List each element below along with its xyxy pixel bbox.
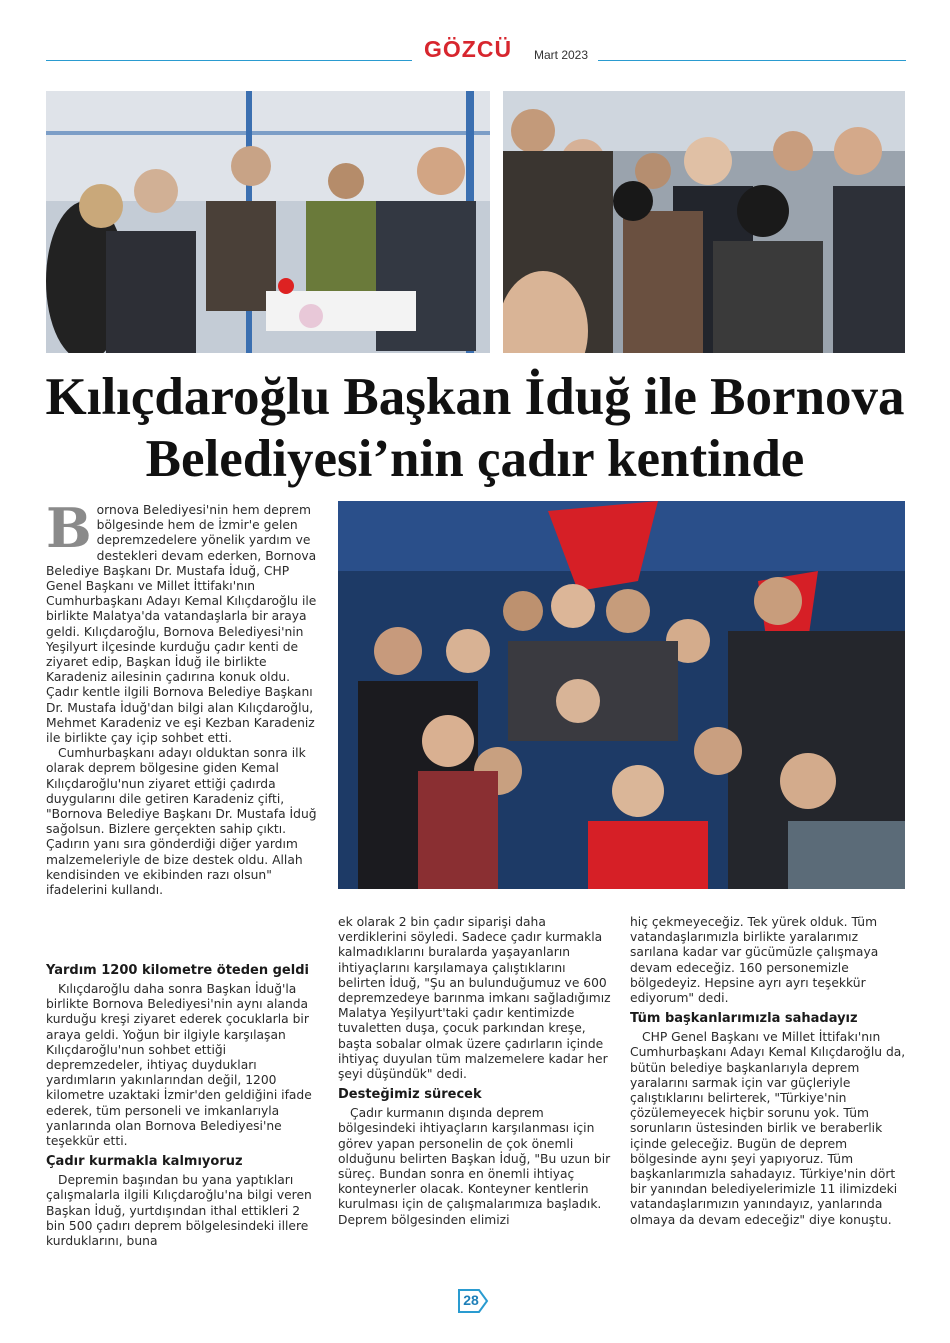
photo-children-flags: [338, 501, 905, 889]
article-column-1: [46, 496, 322, 898]
article-column-2: [338, 915, 614, 1228]
article-column-1-lower: [46, 958, 322, 1249]
paragraph: CHP Genel Başkanı ve Millet İttifakı'nın Cumhurbaşkanı Adayı Kemal Kılıçdaroğlu da, bütün belediye başkanlarıyla deprem yaralarını sarmak için var güçleriyle çalıştıklarını belirterek, "Türkiye'nin çözülemeyecek hiçbir sorunu yok. Tüm sorunların üstesinden birlik ve beraberlik içinde geleceğiz. Bugün de deprem bölgesinde aynı şeyi yapıyoruz. Tüm başkanlarımızla sahadayız. Türkiye'nin dört bir yanından belediyelerimizle 11 ilimizdeki vatandaşlarımızın yanındayız, yanlarında olmaya da devam edeceğiz" diye konuştu.: [630, 1030, 906, 1227]
headline-line-1: Kılıçdaroğlu Başkan İduğ ile Bornova: [45, 368, 905, 426]
paragraph: Kılıçdaroğlu daha sonra Başkan İduğ'la birlikte Bornova Belediyesi'nin aynı alanda kurduğu kreşi ziyaret ederek çocuklarla bir araya geldi. Yoğun bir ilgiyle karşılaşan Kılıçdaroğlu'nun sohbet ettiği depremzedeler, ihtiyaç duydukları yardımların yakınlarından değil, 1200 kilometre uzaktaki İzmir'den geldiğini ifade ederek, tüm personeli ve imkanlarıyla yanlarında olan Bornova Belediyesi'ne teşekkür etti.: [46, 982, 312, 1149]
header-rule-left: [46, 60, 412, 61]
subheading: Yardım 1200 kilometre öteden geldi: [46, 963, 309, 978]
subheading: Çadır kurmakla kalmıyoruz: [46, 1154, 243, 1170]
paragraph: Cumhurbaşkanı adayı olduktan sonra ilk olarak deprem bölgesine giden Kemal Kılıçdaroğlu'nun ziyaret ettiği çadırda duygularını dile getiren Karadeniz çifti, "Bornova Belediye Başkanı Dr. Mustafa İduğ sağolsun. Bizlere gerçekten sahip çıktı. Çadırın yanı sıra gönderdiği diğer yardım malzemeleriyle de bize destek oldu. Allah kendisinden ve ekibinden razı olsun" ifadelerini kullandı.: [46, 746, 317, 898]
subheading: Desteğimiz sürecek: [338, 1087, 482, 1103]
magazine-logo: GÖZCÜ: [424, 36, 513, 62]
drop-cap: B: [46, 496, 92, 560]
photo-crowd-embrace: [503, 91, 905, 353]
intro-paragraph: ornova Belediyesi'nin hem deprem bölgesinde hem de İzmir'e gelen depremzedelere yönelik yardım ve destekleri devam ederken, Bornova Belediye Başkanı Dr. Mustafa İduğ, CHP Genel Başkanı ve Millet İttifakı'nın Cumhurbaşkanı Adayı Kemal Kılıçdaroğlu ile birlikte Malatya'da vatandaşlarla bir araya geldi. Kılıçdaroğlu, Bornova Belediyesi'nin Yeşilyurt ilçesinde kurduğu çadır kenti de ziyaret edip, Başkan İduğ ile birlikte Karadeniz ailesinin çadırına konuk oldu. Çadır kentle ilgili Bornova Belediye Başkanı Dr. Mustafa İduğ'dan bilgi alan Kılıçdaroğlu, Mehmet Karadeniz ve eşi Kezban Karadeniz ile birlikte çay içip sohbet etti.: [46, 503, 317, 746]
paragraph: ek olarak 2 bin çadır siparişi daha verdiklerini söyledi. Sadece çadır kurmakla kalmadıklarını buralarda yaşayanların ihtiyaçlarını karşılamaya çalıştıklarını belirten İduğ, "Şu an bulunduğumuz ve 600 depremzedeye barınma imkanı sağladığımız Malatya Yeşilyurt'taki çadır kentimizde tuvaletten duşa, çocuk parkından kreşe, başta sobalar olmak üzere çadırların içinde ihtiyaç duyulan tüm malzemelere kadar her şeyi düşündük" dedi.: [338, 915, 611, 1082]
paragraph: Depremin başından bu yana yaptıkları çalışmalarla ilgili Kılıçdaroğlu'na bilgi veren Başkan İduğ, yurtdışından ithal ettikleri 2 bin 500 çadırı deprem bölgelesindeki illere kurduklarını, buna: [46, 1173, 312, 1249]
paragraph: Çadır kurmanın dışında deprem bölgesindeki ihtiyaçların karşılanması için görev yapan personelin de çok önemli olduğunu belirten Başkan İduğ, "Bu uzun bir süreç. Bundan sonra en önemli ihtiyaç konteynerler olacak. Konteyner kentlerin kurulması için de çalışmalarımıza başladık. Deprem bölgesinden elimizi: [338, 1106, 611, 1227]
paragraph: hiç çekmeyeceğiz. Tek yürek olduk. Tüm vatandaşlarımızla birlikte yaralarımız sarılana kadar var gücümüzle çalışmaya devam edeceğiz. 160 personemizle bölgedeyiz. Hepsine ayrı ayrı teşekkür ediyorum" dedi.: [630, 915, 879, 1006]
header-rule-right: [598, 60, 906, 61]
page-number: 28: [463, 1292, 479, 1308]
issue-date: Mart 2023: [534, 48, 589, 62]
subheading: Tüm başkanlarımızla sahadayız: [630, 1011, 858, 1027]
photo-tent-visit: [46, 91, 490, 353]
article-headline: [20, 366, 930, 490]
headline-line-2: Belediyesi’nin çadır kentinde: [145, 430, 805, 488]
article-column-3: [630, 915, 906, 1228]
page-number-badge: [457, 1288, 489, 1314]
